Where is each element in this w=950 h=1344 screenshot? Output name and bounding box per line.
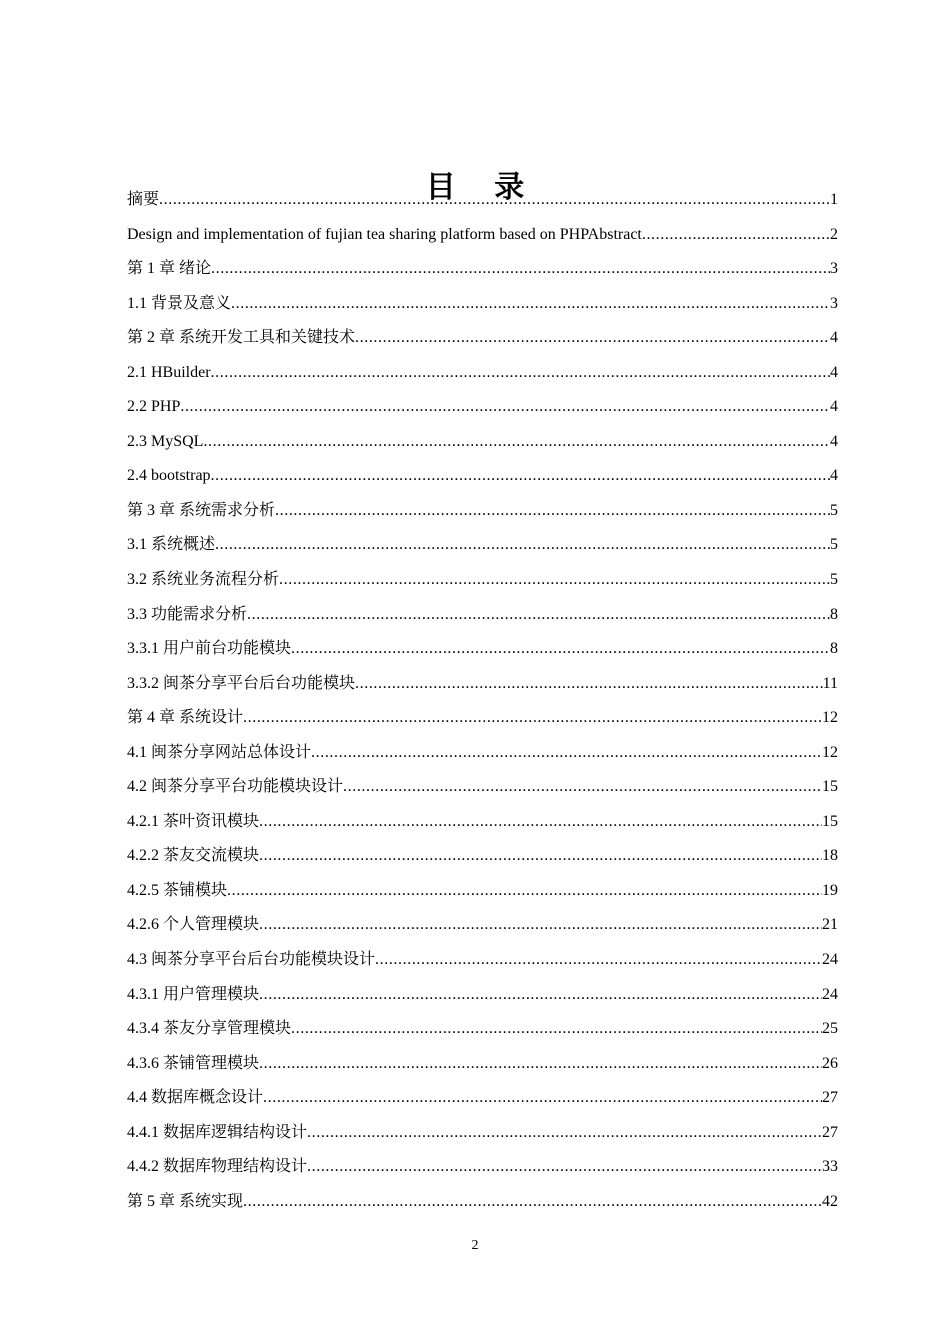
toc-entry-page: 27 bbox=[822, 1089, 838, 1107]
toc-entry-page: 12 bbox=[822, 709, 838, 727]
toc-entry-page: 4 bbox=[830, 467, 838, 485]
toc-entry[interactable] bbox=[127, 770, 838, 805]
toc-entry-text: 4.2.6 个人管理模块 bbox=[127, 916, 260, 934]
toc-entry[interactable] bbox=[127, 425, 838, 460]
toc-entry-page: 42 bbox=[822, 1192, 838, 1210]
toc-entry-text: 第 3 章 系统需求分析 bbox=[127, 501, 276, 519]
dot-leader bbox=[211, 459, 830, 494]
toc-entry-page: 2 bbox=[830, 225, 838, 243]
dot-leader bbox=[159, 183, 830, 218]
toc-entry-page: 1 bbox=[830, 191, 838, 208]
dot-leader bbox=[231, 287, 830, 322]
toc-entry-page: 5 bbox=[830, 571, 838, 589]
toc-entry-page: 24 bbox=[822, 985, 838, 1003]
toc-entry[interactable] bbox=[127, 908, 838, 943]
toc-entry-text: 4.4.1 数据库逻辑结构设计 bbox=[127, 1123, 308, 1141]
dot-leader bbox=[642, 218, 830, 253]
dot-leader bbox=[375, 943, 822, 978]
toc-entry[interactable] bbox=[127, 1185, 838, 1220]
toc-entry-page: 21 bbox=[822, 916, 838, 934]
toc-entry-text: 4.3 闽茶分享平台后台功能模块设计 bbox=[127, 951, 376, 969]
toc-entry-page: 25 bbox=[822, 1020, 838, 1038]
toc-entry[interactable] bbox=[127, 1150, 838, 1185]
dot-leader bbox=[211, 356, 830, 391]
toc-entry[interactable] bbox=[127, 632, 838, 667]
toc-entry-text: Design and implementation of fujian tea sharing platform based on PHPAbstract bbox=[127, 225, 642, 243]
toc-entry-page: 24 bbox=[822, 951, 838, 969]
dot-leader bbox=[259, 908, 822, 943]
toc-entry[interactable] bbox=[127, 701, 838, 736]
page-number: 2 bbox=[471, 1238, 479, 1253]
toc-entry-text: 第 2 章 系统开发工具和关键技术 bbox=[127, 329, 356, 347]
dot-leader bbox=[243, 701, 822, 736]
dot-leader bbox=[355, 667, 823, 702]
toc-entry-page: 11 bbox=[822, 674, 838, 692]
toc-entry-page: 12 bbox=[822, 743, 838, 761]
toc-entry-text: 1.1 背景及意义 bbox=[127, 294, 232, 312]
toc-entry-page: 18 bbox=[822, 847, 838, 865]
toc-entry-page: 27 bbox=[822, 1123, 838, 1141]
toc-entry-page: 4 bbox=[830, 432, 838, 450]
toc-entry-text: 3.2 系统业务流程分析 bbox=[127, 571, 280, 589]
dot-leader bbox=[259, 839, 822, 874]
dot-leader bbox=[291, 632, 830, 667]
toc-entry-text: 4.2.2 茶友交流模块 bbox=[127, 847, 260, 865]
page-title: 目 录 bbox=[425, 170, 539, 206]
toc-list bbox=[127, 183, 838, 1219]
toc-entry[interactable] bbox=[127, 390, 838, 425]
toc-entry[interactable] bbox=[127, 528, 838, 563]
toc-entry[interactable] bbox=[127, 287, 838, 322]
toc-entry-page: 4 bbox=[830, 329, 838, 347]
dot-leader bbox=[247, 598, 830, 633]
toc-entry-text: 2.1 HBuilder bbox=[127, 363, 211, 381]
toc-entry[interactable] bbox=[127, 1047, 838, 1082]
toc-entry-text: 2.3 MySQL bbox=[127, 432, 204, 450]
dot-leader bbox=[291, 1012, 822, 1047]
toc-entry[interactable] bbox=[127, 1012, 838, 1047]
toc-entry[interactable] bbox=[127, 183, 838, 218]
toc-entry[interactable] bbox=[127, 321, 838, 356]
toc-entry[interactable] bbox=[127, 459, 838, 494]
toc-entry-text: 4.2.5 茶铺模块 bbox=[127, 881, 228, 899]
toc-entry-page: 19 bbox=[822, 881, 838, 899]
toc-entry-text: 第 5 章 系统实现 bbox=[127, 1192, 244, 1210]
toc-entry-text: 4.4.2 数据库物理结构设计 bbox=[127, 1158, 308, 1176]
dot-leader bbox=[355, 321, 830, 356]
dot-leader bbox=[211, 252, 830, 287]
toc-entry[interactable] bbox=[127, 978, 838, 1013]
toc-entry[interactable] bbox=[127, 667, 838, 702]
toc-entry-text: 4.2 闽茶分享平台功能模块设计 bbox=[127, 778, 344, 796]
dot-leader bbox=[180, 390, 830, 425]
toc-entry-text: 3.3 功能需求分析 bbox=[127, 605, 248, 623]
toc-entry[interactable] bbox=[127, 874, 838, 909]
toc-entry-page: 8 bbox=[830, 605, 838, 623]
dot-leader bbox=[311, 736, 822, 771]
toc-entry[interactable] bbox=[127, 1081, 838, 1116]
toc-entry[interactable] bbox=[127, 839, 838, 874]
dot-leader bbox=[263, 1081, 822, 1116]
toc-entry-page: 15 bbox=[822, 778, 838, 796]
dot-leader bbox=[243, 1185, 822, 1220]
toc-entry-text: 4.3.4 茶友分享管理模块 bbox=[127, 1020, 292, 1038]
dot-leader bbox=[215, 528, 830, 563]
toc-entry[interactable] bbox=[127, 218, 838, 253]
toc-entry[interactable] bbox=[127, 736, 838, 771]
toc-entry-text: 2.2 PHP bbox=[127, 398, 181, 416]
toc-entry-page: 33 bbox=[822, 1158, 838, 1176]
toc-entry-page: 26 bbox=[822, 1054, 838, 1072]
toc-entry-page: 3 bbox=[830, 260, 838, 278]
dot-leader bbox=[259, 805, 822, 840]
dot-leader bbox=[307, 1116, 822, 1151]
toc-entry[interactable] bbox=[127, 563, 838, 598]
toc-entry-text: 3.3.1 用户前台功能模块 bbox=[127, 640, 292, 658]
toc-entry-page: 3 bbox=[830, 294, 838, 312]
toc-entry-text: 2.4 bootstrap bbox=[127, 467, 211, 485]
toc-entry[interactable] bbox=[127, 805, 838, 840]
toc-entry-text: 摘要 bbox=[127, 191, 160, 208]
dot-leader bbox=[343, 770, 822, 805]
toc-entry-text: 3.1 系统概述 bbox=[127, 536, 216, 554]
dot-leader bbox=[275, 494, 830, 529]
toc-entry-text: 4.4 数据库概念设计 bbox=[127, 1089, 264, 1107]
dot-leader bbox=[203, 425, 830, 460]
toc-entry-page: 5 bbox=[830, 501, 838, 519]
toc-entry[interactable] bbox=[127, 252, 838, 287]
toc-entry-text: 4.1 闽茶分享网站总体设计 bbox=[127, 743, 312, 761]
toc-entry-text: 4.2.1 茶叶资讯模块 bbox=[127, 812, 260, 830]
toc-entry-page: 4 bbox=[830, 398, 838, 416]
toc-entry-text: 4.3.6 茶铺管理模块 bbox=[127, 1054, 260, 1072]
toc-entry-page: 5 bbox=[830, 536, 838, 554]
toc-entry[interactable] bbox=[127, 943, 838, 978]
dot-leader bbox=[227, 874, 822, 909]
dot-leader bbox=[259, 978, 822, 1013]
dot-leader bbox=[279, 563, 830, 598]
toc-entry-text: 4.3.1 用户管理模块 bbox=[127, 985, 260, 1003]
toc-entry-text: 3.3.2 闽茶分享平台后台功能模块 bbox=[127, 674, 356, 692]
toc-entry-page: 8 bbox=[830, 640, 838, 658]
toc-entry-text: 第 4 章 系统设计 bbox=[127, 709, 244, 727]
dot-leader bbox=[307, 1150, 822, 1185]
toc-entry[interactable] bbox=[127, 356, 838, 391]
dot-leader bbox=[259, 1047, 822, 1082]
toc-entry[interactable] bbox=[127, 598, 838, 633]
toc-entry-text: 第 1 章 绪论 bbox=[127, 260, 212, 278]
toc-entry[interactable] bbox=[127, 494, 838, 529]
toc-entry-page: 15 bbox=[822, 812, 838, 830]
toc-entry-page: 4 bbox=[830, 363, 838, 381]
toc-entry[interactable] bbox=[127, 1116, 838, 1151]
